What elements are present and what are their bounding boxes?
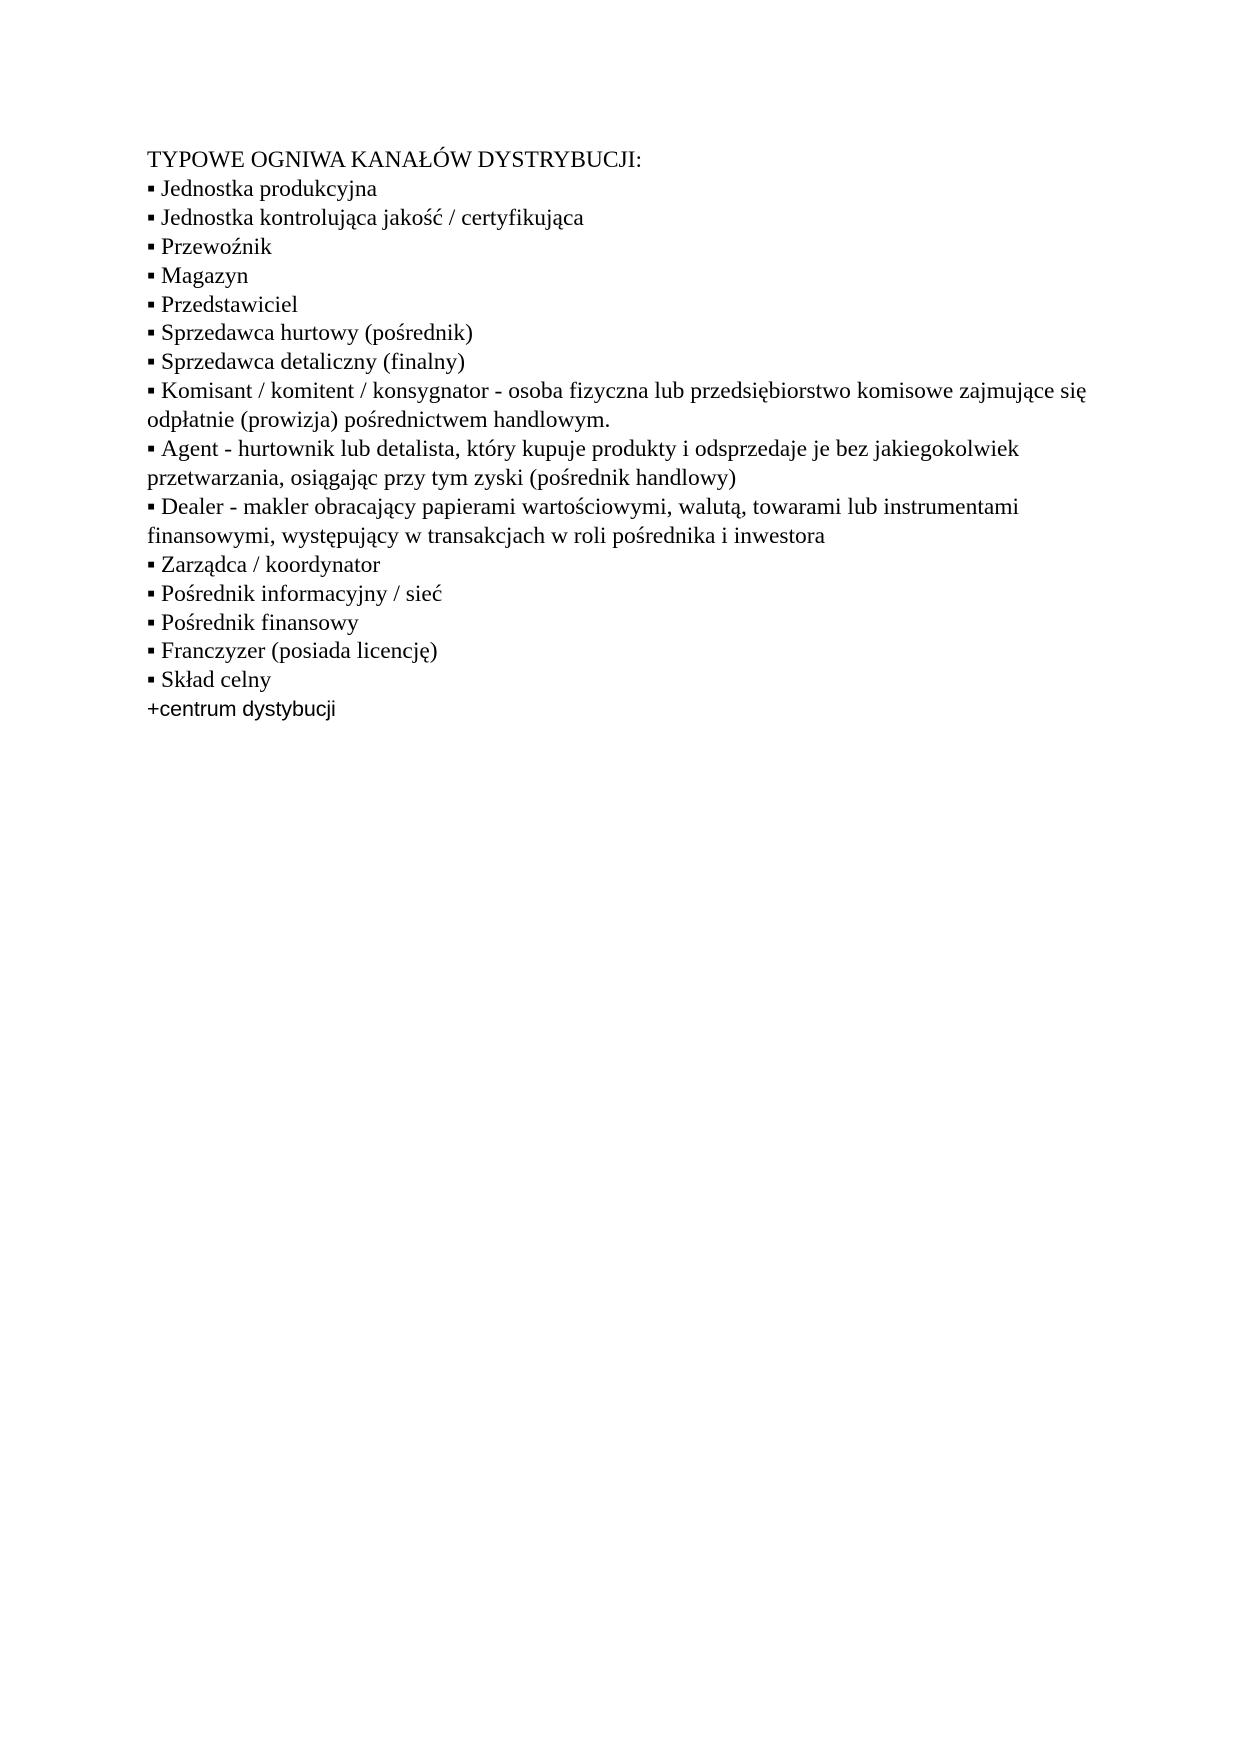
list-item-text: Agent - hurtownik lub detalista, który kupuje produkty i odsprzedaje je bez jakiegokolwiek przetwarzania, osiągając przy tym zyski (pośrednik handlowy)	[147, 436, 1020, 491]
list-item	[147, 637, 1087, 666]
list-item	[147, 175, 1087, 204]
bullet-icon: ▪	[147, 320, 156, 347]
list-item-text: Pośrednik finansowy	[161, 609, 359, 636]
bullet-icon: ▪	[147, 638, 156, 665]
list-item	[147, 319, 1087, 348]
list-item-text: Magazyn	[161, 262, 249, 289]
list-item-text: Franczyzer (posiada licencję)	[161, 638, 438, 665]
bullet-icon: ▪	[147, 233, 156, 260]
document-body	[147, 146, 1087, 724]
list-item	[147, 551, 1087, 580]
list-item-text: Sprzedawca detaliczny (finalny)	[161, 349, 466, 376]
list-item-text: Dealer - makler obracający papierami wartościowymi, walutą, towarami lub instrumentami finansowymi, występujący w transakcjach w roli pośrednika i inwestora	[147, 493, 1020, 549]
list-item	[147, 493, 1087, 551]
bullet-icon: ▪	[147, 609, 156, 636]
bullet-icon: ▪	[147, 667, 156, 694]
list-item-text: Sprzedawca hurtowy (pośrednik)	[161, 320, 473, 347]
list-item	[147, 291, 1087, 320]
bullet-icon: ▪	[147, 204, 156, 231]
bullet-icon: ▪	[147, 436, 156, 463]
list-item	[147, 666, 1087, 695]
bullet-icon: ▪	[147, 349, 156, 376]
footer-note: +centrum dystybucji	[147, 697, 336, 722]
list-item	[147, 262, 1087, 291]
list-item	[147, 580, 1087, 609]
list-item	[147, 377, 1087, 435]
list-item	[147, 435, 1087, 493]
list-item-text: Jednostka kontrolująca jakość / certyfikująca	[161, 204, 584, 231]
bullet-icon: ▪	[147, 551, 156, 578]
list-item	[147, 348, 1087, 377]
list-item-text: Skład celny	[161, 667, 272, 694]
list-item-text: Przewoźnik	[161, 233, 272, 260]
list-item	[147, 204, 1087, 233]
list-item-text: Przedstawiciel	[161, 291, 299, 318]
bullet-icon: ▪	[147, 262, 156, 289]
document-heading: TYPOWE OGNIWA KANAŁÓW DYSTRYBUCJI:	[147, 147, 643, 173]
bullet-icon: ▪	[147, 175, 156, 202]
list-item	[147, 609, 1087, 638]
bullet-icon: ▪	[147, 580, 156, 607]
bullet-icon: ▪	[147, 493, 156, 520]
list-item-text: Jednostka produkcyjna	[161, 175, 378, 202]
bullet-icon: ▪	[147, 291, 156, 318]
list-item-text: Zarządca / koordynator	[161, 551, 381, 578]
list-item	[147, 233, 1087, 262]
bullet-icon: ▪	[147, 378, 156, 405]
list-item-text: Komisant / komitent / konsygnator - osoba fizyczna lub przedsiębiorstwo komisowe zajmujące się odpłatnie (prowizja) pośrednictwem handlowym.	[147, 378, 1087, 434]
list-item-text: Pośrednik informacyjny / sieć	[161, 580, 443, 607]
